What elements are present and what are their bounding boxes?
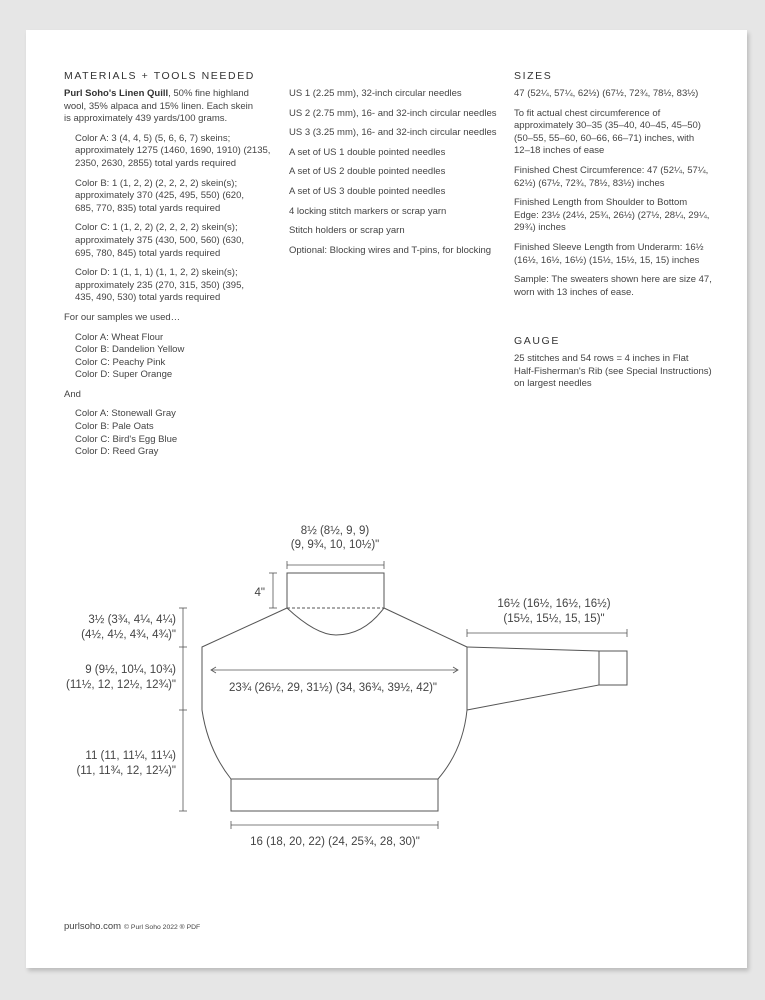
site-link[interactable]: purlsoho.com (64, 921, 122, 932)
sleeve-length-label: (15½, 15½, 15, 15)" (503, 613, 605, 625)
samples-intro: For our samples we used… (64, 311, 181, 323)
neck-width-label: (9, 9¾, 10, 10½)" (290, 539, 380, 551)
color-a-requirement: Color A: 3 (4, 4, 5) (5, 6, 6, 7) skeins; approximately 1275 (1460, 1690, 1910) (2135, 2350, 2630, 2855) total yards required (75, 132, 271, 169)
sizes-heading: SIZES (514, 70, 553, 82)
body-length-label: (11, 11¾, 12, 12¼)" (76, 765, 176, 777)
sleeve-outline (467, 647, 599, 710)
hem-width-label: 16 (18, 20, 22) (24, 25¾, 28, 30)" (250, 836, 420, 848)
yarn-desc-1: , 50% fine highland (168, 88, 249, 99)
sample-colorway-2: Color A: Stonewall Gray Color B: Pale Oats Color C: Bird's Egg Blue Color D: Reed Gray (75, 408, 178, 458)
armhole-depth-label: 9 (9½, 10¼, 10¾) (85, 664, 176, 676)
sample-colorway-1: Color A: Wheat Flour Color B: Dandelion Yellow Color C: Peachy Pink Color D: Super Orange (75, 331, 185, 381)
pattern-page (26, 30, 747, 968)
shoulder-depth-label: 3½ (3¾, 4¼, 4¼) (88, 614, 176, 626)
shoulder-depth-label: (4½, 4½, 4¾, 4¾)" (81, 629, 176, 641)
sleeve-length-label: 16½ (16½, 16½, 16½) (497, 598, 611, 610)
tool-item: 4 locking stitch markers or scrap yarn (289, 205, 447, 217)
chest-width-label: 23¾ (26½, 29, 31½) (34, 36¾, 39½, 42)" (228, 682, 438, 694)
yarn-desc-2: wool, 35% alpaca and 15% linen. Each skein (64, 100, 254, 112)
armhole-depth-label: (11½, 12, 12½, 12¾)" (66, 679, 176, 691)
color-b-requirement: Color B: 1 (1, 2, 2) (2, 2, 2, 2) skein(s); approximately 370 (425, 495, 550) (620, 685, 770, 835) total yards required (75, 177, 244, 214)
body-length-label: 11 (11, 11¼, 11¼) (85, 750, 176, 762)
tool-item: Stitch holders or scrap yarn (289, 225, 405, 237)
neck-width-label: 8½ (8½, 9, 9) (300, 525, 370, 537)
needle-item: US 3 (3.25 mm), 16- and 32-inch circular needles (289, 127, 497, 139)
finished-sleeve: Finished Sleeve Length from Underarm: 16½ (16½, 16½, 16½) (15½, 15½, 15, 15) inches (514, 241, 704, 266)
yarn-desc-3: is approximately 439 yards/100 grams. (64, 113, 228, 125)
needle-item: A set of US 1 double pointed needles (289, 146, 446, 158)
sweater-schematic (26, 30, 747, 968)
copyright-text: © Purl Soho 2022 ® PDF (124, 924, 201, 931)
needle-item: US 1 (2.25 mm), 32-inch circular needles (289, 88, 462, 99)
collar-height-label: 4" (254, 587, 265, 599)
needle-item: A set of US 2 double pointed needles (289, 166, 446, 178)
sample-size-note: Sample: The sweaters shown here are size 47, worn with 13 inches of ease. (514, 274, 712, 298)
collar-outline (287, 573, 384, 635)
color-c-requirement: Color C: 1 (1, 2, 2) (2, 2, 2, 2) skein(s); approximately 375 (430, 500, 560) (630, 695, 780, 845) total yards required (75, 222, 244, 259)
yarn-name: Purl Soho's Linen Quill (64, 88, 169, 99)
cuff-outline (599, 651, 627, 685)
size-list: 47 (52¼, 57¼, 62½) (67½, 72¾, 78½, 83½) (514, 88, 699, 99)
finished-length: Finished Length from Shoulder to Bottom Edge: 23½ (24½, 25¾, 26½) (27½, 28¼, 29¼, 29¾) inches (514, 197, 710, 234)
footer (64, 921, 200, 932)
and-label: And (64, 388, 81, 400)
body-outline (202, 608, 467, 811)
needle-item: US 2 (2.75 mm), 16- and 32-inch circular needles (289, 107, 497, 119)
needle-item: A set of US 3 double pointed needles (289, 185, 446, 197)
gauge-heading: GAUGE (514, 335, 560, 347)
color-d-requirement: Color D: 1 (1, 1, 1) (1, 1, 2, 2) skein(s); approximately 235 (270, 315, 350) (395, 435, 490, 530) total yards required (75, 267, 244, 304)
gauge-text: 25 stitches and 54 rows = 4 inches in Flat Half-Fisherman's Rib (see Special Instructions) on largest needles (514, 353, 712, 390)
finished-chest: Finished Chest Circumference: 47 (52¼, 57¼, 62½) (67½, 72¾, 78½, 83½) inches (514, 164, 709, 189)
materials-heading: MATERIALS + TOOLS NEEDED (64, 70, 255, 82)
fit-description: To fit actual chest circumference of approximately 30–35 (35–40, 40–45, 45–50) (50–55, 55–60, 60–66, 66–71) inches, with 12–18 inches of ease (514, 107, 701, 157)
tool-item: Optional: Blocking wires and T-pins, for blocking (289, 244, 492, 256)
